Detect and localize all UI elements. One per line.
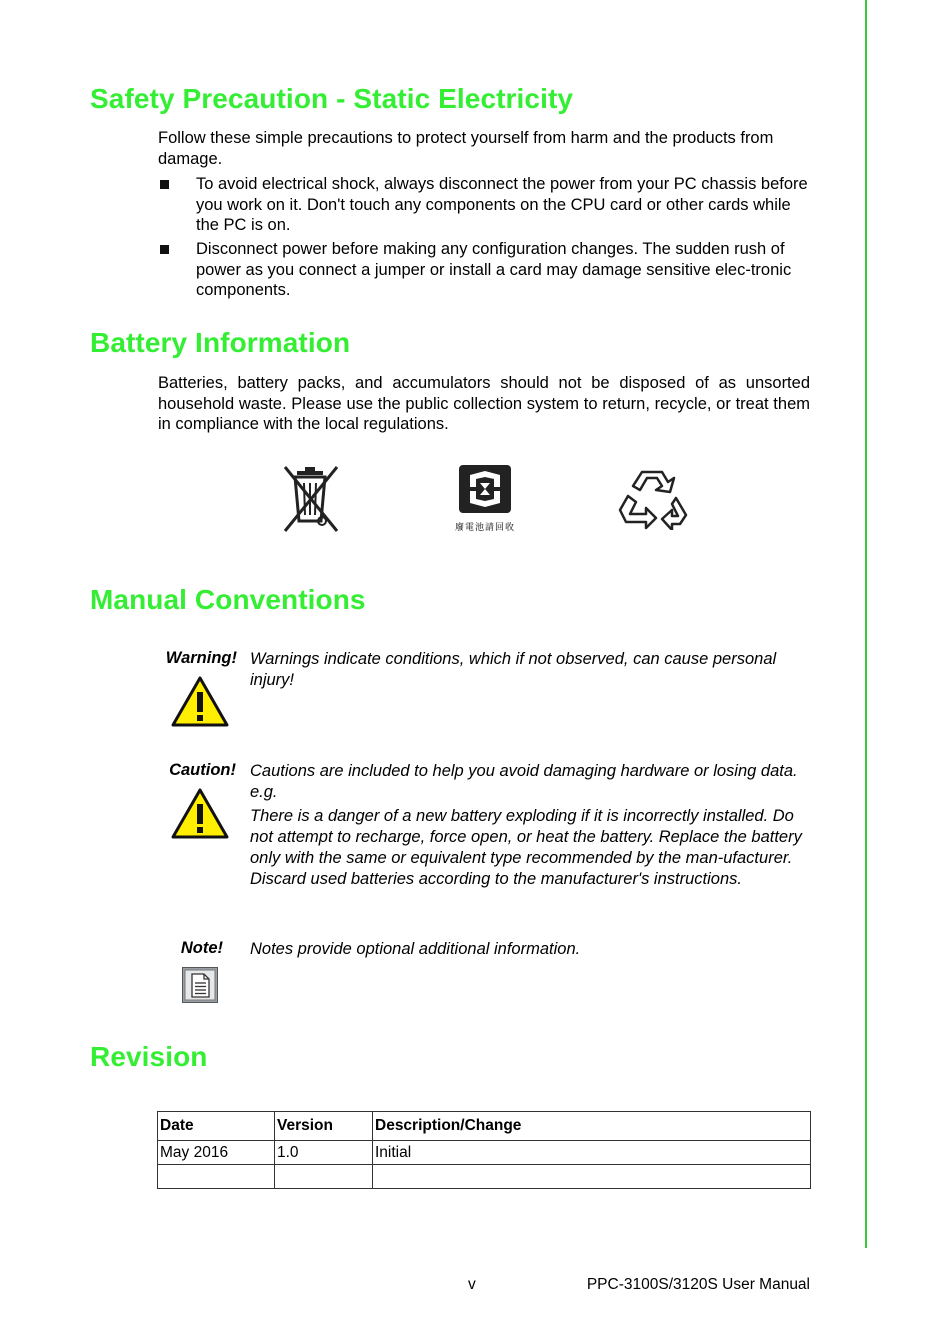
safety-bullet — [158, 239, 810, 301]
conventions-heading: Manual Conventions — [90, 584, 366, 615]
column-header-date: Date — [158, 1112, 275, 1141]
caution-text: Cautions are included to help you avoid damaging hardware or losing data. e.g. — [250, 762, 798, 801]
bullet-square-icon — [160, 245, 169, 254]
crossed-bin-icon — [275, 461, 345, 535]
battery-heading: Battery Information — [90, 327, 351, 358]
battery-text: Batteries, battery packs, and accumulators should not be disposed of as unsorted household waste. Please use the public collection system to return, recycle, or treat them in compliance with the local regulations. — [158, 374, 810, 434]
caution-text-block — [250, 761, 810, 889]
column-header-version: Version — [275, 1112, 373, 1141]
safety-intro: Follow these simple precautions to protect yourself from harm and the products from damage. — [158, 129, 774, 168]
revision-table — [157, 1111, 811, 1189]
table-cell-description: Initial — [373, 1141, 811, 1165]
table-cell-version — [275, 1165, 373, 1189]
warning-text-block — [250, 649, 810, 690]
page-number: v — [468, 1276, 476, 1293]
column-header-description: Description/Change — [373, 1112, 811, 1141]
safety-bullet — [158, 174, 810, 236]
manual-title: PPC-3100S/3120S User Manual — [586, 1276, 810, 1293]
caution-triangle-icon — [171, 788, 229, 840]
safety-bullet-text: Disconnect power before making any configuration changes. The sudden rush of power as you connect a jumper or install a card may damage sensitive elec-tronic components. — [196, 240, 792, 300]
table-row — [158, 1141, 811, 1165]
warning-triangle-icon — [171, 676, 229, 728]
page-edge-rule — [865, 0, 867, 1248]
recycle-icon — [616, 464, 688, 530]
warning-label: Warning! — [165, 649, 237, 667]
table-header-row — [158, 1112, 811, 1141]
table-cell-date: May 2016 — [158, 1141, 275, 1165]
note-label: Note! — [180, 939, 223, 957]
taiwan-battery-recycle-icon — [446, 461, 524, 535]
taiwan-recycle-caption: 廢電池請回收 — [454, 522, 515, 532]
revision-heading: Revision — [90, 1041, 208, 1072]
table-cell-description — [373, 1165, 811, 1189]
caution-label: Caution! — [169, 761, 236, 779]
note-text: Notes provide optional additional information. — [250, 940, 581, 958]
table-row — [158, 1165, 811, 1189]
note-document-icon — [182, 967, 218, 1003]
table-cell-date — [158, 1165, 275, 1189]
note-text-block — [250, 939, 810, 960]
caution-example-text: There is a danger of a new battery exploding if it is incorrectly installed. Do not attempt to recharge, force open, or heat the battery. Replace the battery only with the same or equivalent type recommended by the man-ufacturer. Discard used batteries according to the manufacturer's instructions. — [250, 807, 802, 888]
table-cell-version: 1.0 — [275, 1141, 373, 1165]
warning-text: Warnings indicate conditions, which if not observed, can cause personal injury! — [250, 650, 777, 689]
bullet-square-icon — [160, 180, 169, 189]
safety-bullet-text: To avoid electrical shock, always disconnect the power from your PC chassis before you work on it. Don't touch any components on the CPU card or other cards while the PC is on. — [196, 175, 808, 235]
safety-heading: Safety Precaution - Static Electricity — [90, 83, 574, 114]
